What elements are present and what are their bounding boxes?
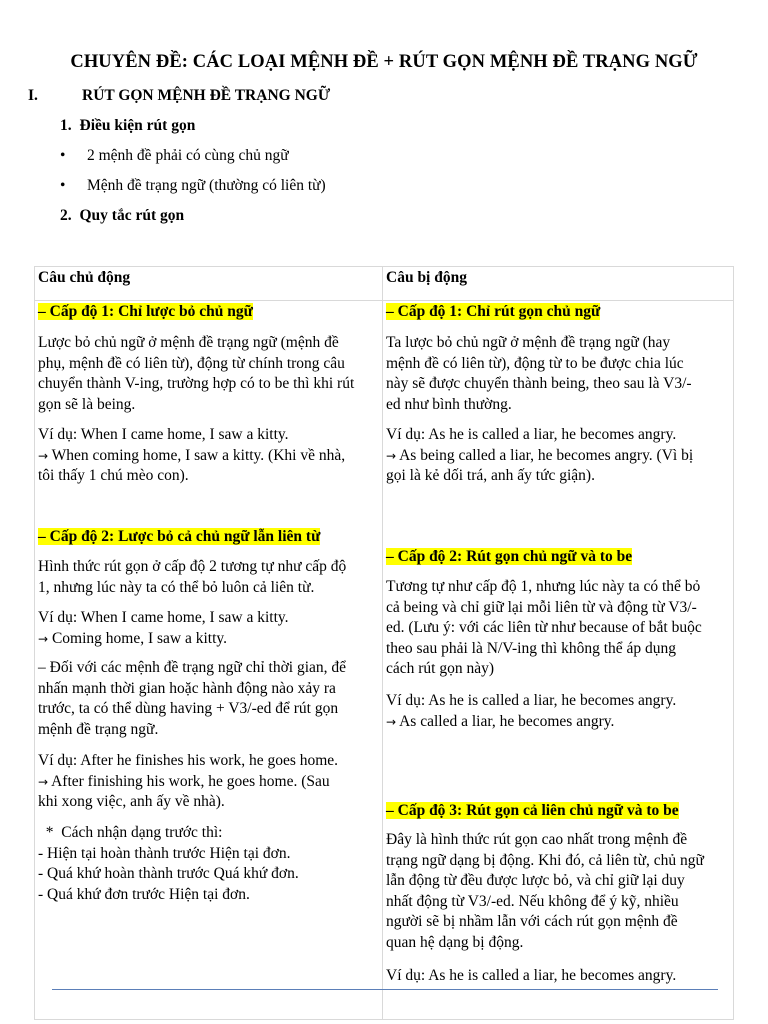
text-line: mệnh đề trạng ngữ. <box>38 720 159 738</box>
active-voice-header: Câu chủ động <box>35 267 383 301</box>
example-result: gọi là kẻ dối trá, anh ấy tức giận). <box>386 467 595 484</box>
level-1-description <box>386 333 730 415</box>
level-1-description <box>38 333 379 415</box>
text-line: Tương tự như cấp độ 1, nhưng lúc này ta có thể bỏ <box>386 578 701 595</box>
example-result: After finishing his work, he goes home. (Sau <box>51 772 330 790</box>
text-line: phụ, mệnh đề có liên từ), động từ chính trong câu <box>38 354 345 372</box>
text-line: ed. (Lưu ý: với các liên từ như because of bắt buộc <box>386 619 702 636</box>
level-1-heading <box>38 302 379 323</box>
example-text: Ví dụ: As he is called a liar, he becomes angry. <box>386 967 677 984</box>
text-line: Lược bỏ chủ ngữ ở mệnh đề trạng ngữ (mệnh đề <box>38 334 339 351</box>
section-number: I. <box>28 87 38 104</box>
highlight: – Cấp độ 1: Chỉ rút gọn chủ ngữ <box>386 303 601 320</box>
highlight: – Cấp độ 1: Chỉ lược bỏ chủ ngữ <box>38 303 253 320</box>
bullet-dot-icon: • <box>60 177 66 194</box>
list-item: - Hiện tại hoàn thành trước Hiện tại đơn. <box>38 844 291 862</box>
level-3-description <box>386 830 730 953</box>
rules-table <box>34 266 734 1020</box>
level-1-example <box>38 425 379 487</box>
text-line: trạng ngữ dạng bị động. Khi đó, cả liên từ, chủ ngữ <box>386 851 704 869</box>
subsection-1 <box>60 117 195 135</box>
list-item: - Quá khứ hoàn thành trước Quá khứ đơn. <box>38 865 299 882</box>
text-line: mệnh đề có liên từ), động từ to be được chia lúc <box>386 354 684 372</box>
arrow-right-icon: → <box>38 774 49 789</box>
level-3-example <box>386 966 730 987</box>
example-text: Ví dụ: As he is called a liar, he becomes angry. <box>386 426 677 443</box>
arrow-right-icon: → <box>386 714 397 729</box>
example-result: As being called a liar, he becomes angry. (Vì bị <box>399 446 694 464</box>
subsection-1-title: Điều kiện rút gọn <box>79 117 196 134</box>
text-line: ed như bình thường. <box>386 395 512 413</box>
example-text: Ví dụ: After he finishes his work, he goes home. <box>38 752 339 769</box>
subsection-2-number: 2. <box>60 207 72 224</box>
arrow-right-icon: → <box>386 448 397 463</box>
example-text: Ví dụ: When I came home, I saw a kitty. <box>38 426 289 443</box>
example-result: When coming home, I saw a kitty. (Khi về nhà, <box>51 446 346 464</box>
example-result: Coming home, I saw a kitty. <box>51 629 228 647</box>
level-2-description <box>38 557 379 598</box>
table-body-row <box>35 301 734 1020</box>
level-3-heading <box>386 801 730 822</box>
example-text: Ví dụ: As he is called a liar, he becomes angry. <box>386 692 677 709</box>
level-2-heading <box>38 527 379 548</box>
subsection-1-number: 1. <box>60 117 72 134</box>
arrow-right-icon: → <box>38 631 49 646</box>
passive-voice-column <box>383 301 734 1020</box>
tense-title: * Cách nhận dạng trước thì: <box>38 824 223 841</box>
level-2-description <box>386 577 730 680</box>
level-1-example <box>386 425 730 487</box>
text-line: người sẽ bị nhầm lẫn với cách rút gọn mệnh đề <box>386 913 678 930</box>
text-line: cả being và chỉ giữ lại mỗi liên từ và động từ V3/- <box>386 598 697 616</box>
section-title: RÚT GỌN MỆNH ĐỀ TRẠNG NGỮ <box>82 87 331 104</box>
passive-voice-header: Câu bị động <box>383 267 734 301</box>
text-line: lẫn động từ đều được lược bỏ, và chỉ giữ lại duy <box>386 872 685 889</box>
arrow-right-icon: → <box>38 448 49 463</box>
bullet-text: Mệnh đề trạng ngữ (thường có liên từ) <box>87 177 326 194</box>
text-line: Ta lược bỏ chủ ngữ ở mệnh đề trạng ngữ (hay <box>386 334 671 351</box>
highlight: – Cấp độ 3: Rút gọn cả liên chủ ngữ và to be <box>386 802 679 819</box>
bullet-item <box>60 177 326 195</box>
bullet-text: 2 mệnh đề phải có cùng chủ ngữ <box>87 147 289 164</box>
example-result: tôi thấy 1 chú mèo con). <box>38 467 189 484</box>
text-line: Đây là hình thức rút gọn cao nhất trong mệnh đề <box>386 831 688 848</box>
text-line: này sẽ được chuyển thành being, theo sau là V3/- <box>386 375 692 392</box>
level-2-example <box>38 608 379 649</box>
footer-divider <box>52 989 718 990</box>
text-line: nhấn mạnh thời gian hoặc hành động nào xảy ra <box>38 679 336 697</box>
table-header-row <box>35 267 734 301</box>
level-2-example <box>386 691 730 732</box>
highlight: – Cấp độ 2: Lược bỏ cả chủ ngữ lẫn liên từ <box>38 528 321 545</box>
text-line: nhất động từ V3/-ed. Nếu không để ý kỹ, nhiều <box>386 892 679 910</box>
example-result: As called a liar, he becomes angry. <box>399 712 615 730</box>
text-line: – Đối với các mệnh đề trạng ngữ chỉ thời gian, để <box>38 659 347 676</box>
bullet-item <box>60 147 289 165</box>
bullet-dot-icon: • <box>60 147 66 164</box>
level-1-heading <box>386 302 730 323</box>
document-title: CHUYÊN ĐỀ: CÁC LOẠI MỆNH ĐỀ + RÚT GỌN MỆNH ĐỀ TRẠNG NGỮ <box>70 52 698 72</box>
example-text: Ví dụ: When I came home, I saw a kitty. <box>38 609 289 626</box>
text-line: trước, ta có thể dùng having + V3/-ed để rút gọn <box>38 700 339 717</box>
text-line: chuyển thành V-ing, trường hợp có to be thì khi rút <box>38 375 355 392</box>
active-voice-column <box>35 301 383 1020</box>
level-2-example-2 <box>38 751 379 813</box>
highlight: – Cấp độ 2: Rút gọn chủ ngữ và to be <box>386 548 633 565</box>
text-line: theo sau phải là N/V-ing thì không thể áp dụng <box>386 639 677 657</box>
tense-identification <box>38 823 379 905</box>
text-line: 1, nhưng lúc này ta có thể bỏ luôn cả liên từ. <box>38 578 315 596</box>
level-2-note <box>38 658 379 740</box>
text-line: quan hệ dạng bị động. <box>386 933 524 951</box>
text-line: Hình thức rút gọn ở cấp độ 2 tương tự như cấp độ <box>38 558 347 575</box>
text-line: cách rút gọn này) <box>386 660 495 677</box>
level-2-heading <box>386 547 730 568</box>
subsection-2-title: Quy tắc rút gọn <box>79 207 185 224</box>
text-line: gọn sẽ là being. <box>38 395 136 413</box>
list-item: - Quá khứ đơn trước Hiện tại đơn. <box>38 885 250 903</box>
subsection-2 <box>60 207 184 225</box>
example-result: khi xong việc, anh ấy về nhà). <box>38 793 225 810</box>
